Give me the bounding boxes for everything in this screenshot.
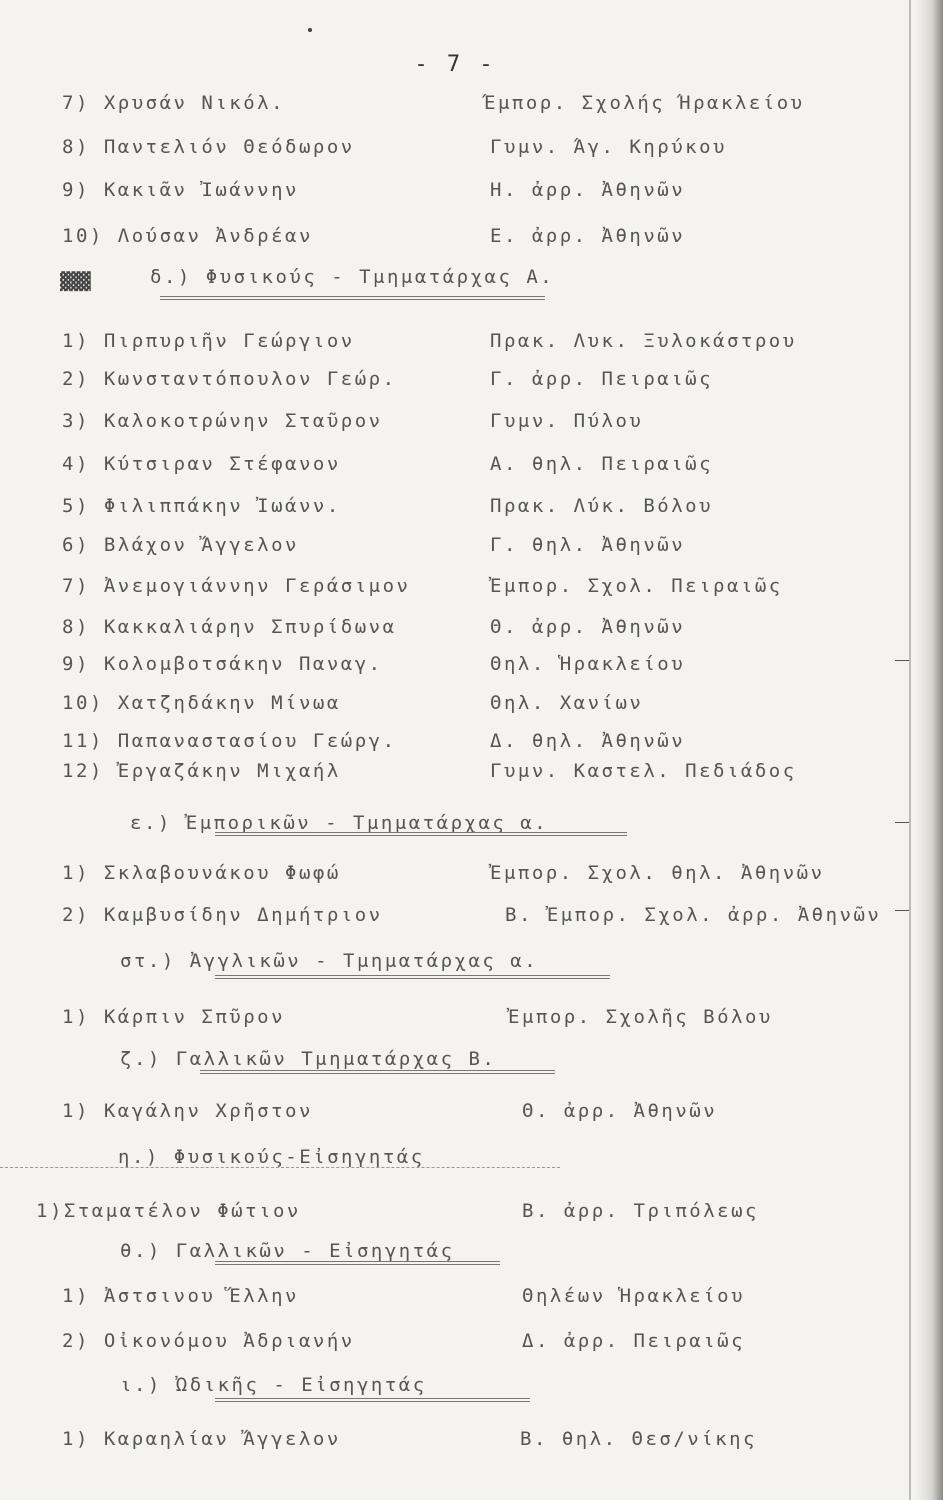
heading-underline xyxy=(215,1261,500,1265)
entry-school: Γ. ἀρρ. Πειραιῶς xyxy=(490,368,714,390)
entry-school: Ε. ἀρρ. Ἀθηνῶν xyxy=(490,225,686,247)
section-heading: στ.) Ἀγγλικῶν - Τμηματάρχας α. xyxy=(120,950,539,972)
page-edge xyxy=(915,0,943,1500)
entry-school: Δ. θηλ. Ἀθηνῶν xyxy=(490,730,686,752)
entry-school: Ἐμπορ. Σχολ. θηλ. Ἀθηνῶν xyxy=(490,862,825,884)
entry-name: 1) Καγάλην Χρῆστον xyxy=(62,1100,313,1122)
entry-row xyxy=(0,495,900,523)
entry-school: Γυμν. Καστελ. Πεδιάδος xyxy=(490,760,797,782)
entry-row xyxy=(0,1100,900,1128)
entry-school: Δ. ἀρρ. Πειραιῶς xyxy=(522,1330,746,1352)
entry-row xyxy=(0,1428,900,1456)
entry-name: 7) Ἀνεμογιάννην Γεράσιμον xyxy=(62,575,411,597)
entry-name: 1) Κάρπιν Σπῦρον xyxy=(62,1006,286,1028)
entry-name: 8) Παντελιόν Θεόδωρον xyxy=(62,136,355,158)
entry-name: 2) Καμβυσίδην Δημήτριον xyxy=(62,904,383,926)
entry-school: Ἐμπορ. Σχολ. Πειραιῶς xyxy=(490,575,783,597)
ink-dot xyxy=(308,28,312,32)
entry-school: Θηλ. Ἡρακλείου xyxy=(490,653,686,675)
entry-row xyxy=(0,136,900,164)
entry-row xyxy=(0,225,900,253)
entry-row xyxy=(0,616,900,644)
entry-row xyxy=(0,904,900,932)
entry-row xyxy=(0,410,900,438)
margin-tick xyxy=(895,822,909,823)
entry-row xyxy=(0,453,900,481)
entry-row xyxy=(0,730,900,758)
entry-school: Α. θηλ. Πειραιῶς xyxy=(490,453,714,475)
entry-row xyxy=(0,760,900,788)
entry-row xyxy=(0,692,900,720)
entry-name: 11) Παπαναστασίου Γεώργ. xyxy=(62,730,397,752)
entry-row xyxy=(0,1200,900,1228)
entry-school: Θηλέων Ἡρακλείου xyxy=(522,1285,746,1307)
entry-name: 2) Κωνσταντόπουλον Γεώρ. xyxy=(62,368,397,390)
heading-underline xyxy=(215,832,627,836)
entry-school: Θηλ. Χανίων xyxy=(490,692,644,714)
entry-row xyxy=(0,534,900,562)
entry-name: 8) Κακκαλιάρην Σπυρίδωνα xyxy=(62,616,397,638)
entry-row xyxy=(0,92,900,120)
section-heading: ε.) Ἐμπορικῶν - Τμηματάρχας α. xyxy=(130,812,549,834)
entry-name: 2) Οἰκονόμου Ἀδριανήν xyxy=(62,1330,355,1352)
struck-out-mark: ▓▓▓ xyxy=(60,272,91,292)
entry-row xyxy=(0,575,900,603)
entry-row xyxy=(0,330,900,358)
page-edge-line xyxy=(909,0,911,1500)
entry-school: Πρακ. Λυκ. Ξυλοκάστρου xyxy=(490,330,797,352)
section-heading: ι.) Ὠδικῆς - Εἰσηγητάς xyxy=(120,1374,427,1396)
entry-school: Η. ἀρρ. Ἀθηνῶν xyxy=(490,179,686,201)
section-heading: θ.) Γαλλικῶν - Εἰσηγητάς xyxy=(120,1240,455,1262)
entry-name: 1) Πιρπυριῆν Γεώργιον xyxy=(62,330,355,352)
entry-name: 9) Κολομβοτσάκην Παναγ. xyxy=(62,653,383,675)
entry-name: 7) Χρυσάν Νικόλ. xyxy=(62,92,286,114)
entry-school: Έμπορ. Σχολής Ήρακλείου xyxy=(484,92,805,114)
entry-name: 9) Κακιᾶν Ἰωάννην xyxy=(62,179,299,201)
entry-name: 3) Καλοκοτρώνην Σταῦρον xyxy=(62,410,383,432)
entry-school: Ἐμπορ. Σχολῆς Βόλου xyxy=(508,1006,773,1028)
entry-row xyxy=(0,862,900,890)
entry-name: 12) Ἐργαζάκην Μιχαήλ xyxy=(62,760,341,782)
entry-row xyxy=(0,1285,900,1313)
entry-school: Γυμν. Άγ. Κηρύκου xyxy=(490,136,727,158)
heading-underline xyxy=(0,1167,560,1170)
section-heading: δ.) Φυσικούς - Τμηματάρχας Α. xyxy=(150,266,555,288)
entry-row xyxy=(0,179,900,207)
entry-row xyxy=(0,1330,900,1358)
entry-name: 1) Καραηλίαν Ἄγγελον xyxy=(62,1428,341,1450)
entry-name: 10) Λούσαν Ἀνδρέαν xyxy=(62,225,313,247)
entry-school: Β. Ἐμπορ. Σχολ. ἀρρ. Ἀθηνῶν xyxy=(505,904,882,926)
page-number: - 7 - xyxy=(414,52,496,77)
entry-school: Β. θηλ. Θεσ/νίκης xyxy=(520,1428,757,1450)
heading-underline xyxy=(160,296,545,300)
entry-name: 1)Σταματέλον Φώτιον xyxy=(36,1200,301,1222)
heading-underline xyxy=(215,1398,530,1402)
entry-row xyxy=(0,653,900,681)
section-heading: ζ.) Γαλλικῶν Τμηματάρχας Β. xyxy=(120,1048,497,1070)
entry-row xyxy=(0,1006,900,1034)
section-heading: η.) Φυσικούς-Εἰσηγητάς xyxy=(118,1146,425,1168)
entry-name: 1) Σκλαβουνάκου Φωφώ xyxy=(62,862,341,884)
entry-school: Β. ἀρρ. Τριπόλεως xyxy=(522,1200,759,1222)
entry-name: 10) Χατζηδάκην Μίνωα xyxy=(62,692,341,714)
entry-school: Θ. ἀρρ. Ἀθηνῶν xyxy=(522,1100,718,1122)
entry-school: Θ. ἀρρ. Ἀθηνῶν xyxy=(490,616,686,638)
entry-row xyxy=(0,368,900,396)
entry-name: 5) Φιλιππάκην Ἰωάνν. xyxy=(62,495,341,517)
entry-name: 4) Κύτσιραν Στέφανον xyxy=(62,453,341,475)
entry-school: Γ. θηλ. Ἀθηνῶν xyxy=(490,534,686,556)
entry-school: Γυμν. Πύλου xyxy=(490,410,644,432)
entry-school: Πρακ. Λύκ. Βόλου xyxy=(490,495,714,517)
entry-name: 1) Ἀστσινου Ἕλλην xyxy=(62,1285,299,1307)
entry-name: 6) Βλάχον Ἄγγελον xyxy=(62,534,299,556)
heading-underline xyxy=(215,975,610,979)
heading-underline xyxy=(200,1070,555,1074)
